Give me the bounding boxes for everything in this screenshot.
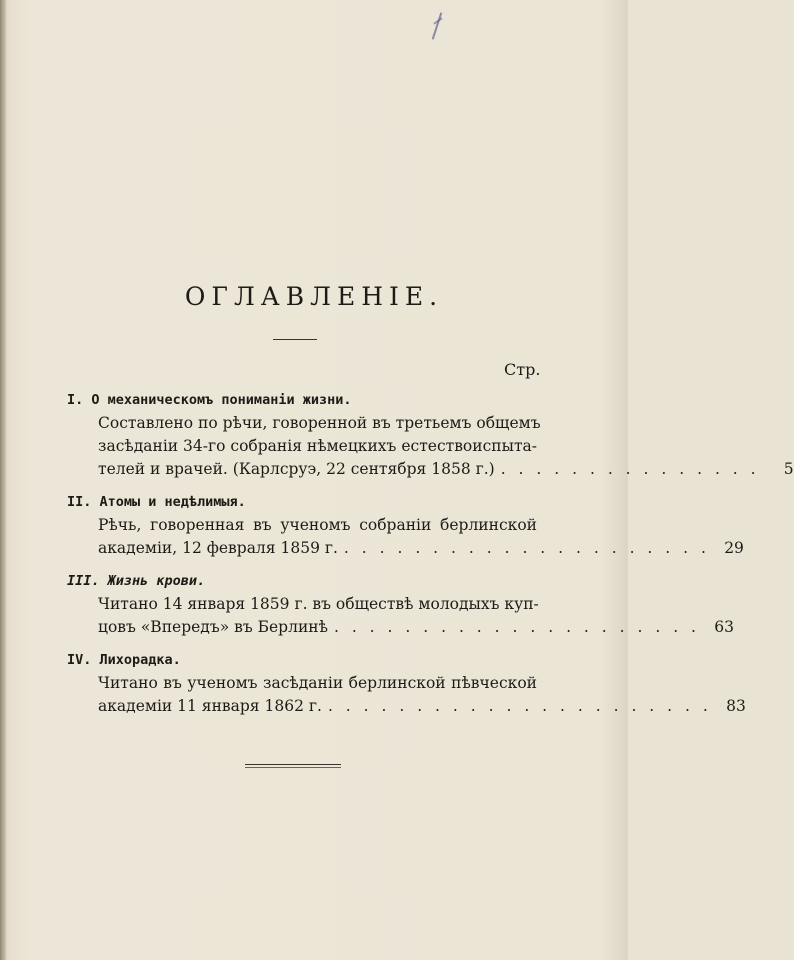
- toc-entry-last-line: [67, 537, 744, 560]
- page-number: 83: [726, 697, 746, 715]
- toc-entry-title: I. О механическомъ пониманіи жизни.: [67, 392, 352, 408]
- closing-rule: [245, 764, 341, 765]
- toc-entry-2: [67, 490, 744, 560]
- toc-entry-line: Рѣчь, говоренная въ ученомъ собраніи берлинской: [98, 516, 537, 534]
- dot-leader: . . . . . . . . . . . . . . . . . . . . . .: [327, 697, 712, 715]
- toc-entry-last-line: [67, 695, 746, 718]
- page-gutter-shadow: [0, 0, 6, 960]
- page-title: ОГЛАВЛЕНІЕ.: [184, 282, 444, 311]
- closing-rule-second: [245, 767, 341, 768]
- toc-entry-line-text: академіи 11 января 1862 г.: [98, 697, 322, 715]
- toc-entry-3: [67, 569, 734, 639]
- title-rule: [273, 339, 317, 340]
- toc-entry-last-line: [67, 458, 794, 481]
- toc-entry-line: Читано въ ученомъ засѣданіи берлинской пѣвческой: [98, 674, 537, 692]
- toc-entry-line: Составлено по рѣчи, говоренной въ третьемъ общемъ: [98, 414, 541, 432]
- toc-entry-title: IV. Лихорадка.: [67, 652, 181, 668]
- toc-entry-line: засѣданіи 34-го собранія нѣмецкихъ естествоиспыта-: [98, 437, 537, 455]
- table-of-contents: [67, 388, 794, 727]
- dot-leader: . . . . . . . . . . . . . . . . . . . . .: [343, 539, 710, 557]
- toc-entry-line-text: телей и врачей. (Карлсруэ, 22 сентября 1858 г.): [98, 460, 495, 478]
- toc-entry-line-text: академіи, 12 февраля 1859 г.: [98, 539, 338, 557]
- dot-leader: . . . . . . . . . . . . . . . . . . . . .: [333, 618, 700, 636]
- page-number: 29: [724, 539, 744, 557]
- toc-entry-1: [67, 388, 794, 481]
- page-number: 5: [783, 460, 794, 478]
- toc-entry-4: [67, 648, 746, 718]
- toc-entry-last-line: [67, 616, 734, 639]
- toc-entry-line: Читано 14 января 1859 г. въ обществѣ молодыхъ куп-: [98, 595, 539, 613]
- page-number: 63: [714, 618, 734, 636]
- page-column-label: Стр.: [504, 360, 541, 379]
- toc-entry-title: II. Атомы и недѣлимыя.: [67, 494, 246, 510]
- toc-entry-line-text: цовъ «Впередъ» въ Берлинѣ: [98, 618, 328, 636]
- dot-leader: . . . . . . . . . . . . . . .: [500, 460, 760, 478]
- toc-entry-title: III. Жизнь крови.: [67, 573, 206, 589]
